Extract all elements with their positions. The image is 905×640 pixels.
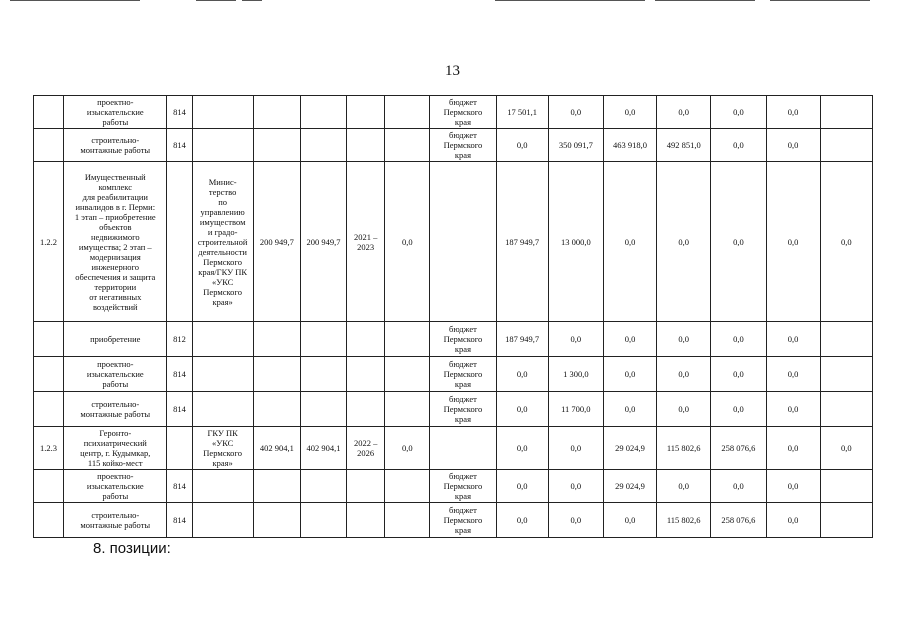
empty-cell [385,322,430,357]
amount-cell: 0,0 [820,427,872,470]
amount-cell: 0,0 [766,162,820,322]
funding-source-cell: бюджет Пермского края [430,392,496,427]
amount-cell: 0,0 [603,503,656,538]
amount-cell: 187 949,7 [496,322,548,357]
funding-source-cell: бюджет Пермского края [430,357,496,392]
table-row [34,470,873,503]
amount-cell: 0,0 [820,162,872,322]
table-row [34,357,873,392]
empty-cell [820,357,872,392]
empty-cell [300,392,346,427]
amount-cell: 0,0 [496,357,548,392]
work-type-cell: проектно- изыскательские работы [64,357,167,392]
amount-cell: 258 076,6 [711,427,766,470]
empty-cell [192,392,253,427]
estimated-cost-cell: 200 949,7 [253,162,300,322]
row-number-cell [34,129,64,162]
amount-cell: 0,0 [766,129,820,162]
amount-cell: 0,0 [766,427,820,470]
grbs-cell: 814 [167,96,192,129]
empty-cell [300,322,346,357]
empty-cell [253,322,300,357]
budget-table [33,95,873,538]
empty-cell [385,503,430,538]
empty-cell [192,96,253,129]
work-type-cell: проектно- изыскательские работы [64,96,167,129]
empty-cell [300,357,346,392]
row-number-cell [34,96,64,129]
funding-source-cell: бюджет Пермского края [430,322,496,357]
funding-source-cell: бюджет Пермского края [430,129,496,162]
amount-cell: 350 091,7 [548,129,603,162]
amount-cell: 463 918,0 [603,129,656,162]
grbs-cell: 814 [167,503,192,538]
empty-cell [253,129,300,162]
prior-funding-cell: 0,0 [385,162,430,322]
empty-cell [820,129,872,162]
amount-cell: 0,0 [496,503,548,538]
table-row [34,503,873,538]
grbs-cell: 814 [167,470,192,503]
amount-cell: 115 802,6 [657,427,711,470]
empty-cell [347,503,385,538]
empty-cell [253,392,300,427]
funding-source-cell [430,427,496,470]
empty-cell [192,470,253,503]
empty-cell [385,96,430,129]
amount-cell: 187 949,7 [496,162,548,322]
grbs-cell [167,162,192,322]
row-number-cell: 1.2.3 [34,427,64,470]
amount-cell: 115 802,6 [657,503,711,538]
amount-cell: 0,0 [766,503,820,538]
empty-cell [347,470,385,503]
empty-cell [347,322,385,357]
amount-cell: 0,0 [711,129,766,162]
funding-source-cell: бюджет Пермского края [430,470,496,503]
amount-cell: 0,0 [657,392,711,427]
row-number-cell [34,503,64,538]
budget-table-body [34,96,873,538]
empty-cell [253,503,300,538]
section-heading: 8. позиции: [93,540,171,557]
empty-cell [820,322,872,357]
empty-cell [385,470,430,503]
funding-source-cell: бюджет Пермского края [430,96,496,129]
amount-cell: 0,0 [603,162,656,322]
empty-cell [300,129,346,162]
table-row [34,162,873,322]
empty-cell [192,503,253,538]
grbs-cell: 814 [167,392,192,427]
table-row [34,322,873,357]
amount-cell: 0,0 [711,162,766,322]
empty-cell [253,470,300,503]
amount-cell: 0,0 [657,322,711,357]
estimated-cost-cell: 402 904,1 [253,427,300,470]
grbs-cell [167,427,192,470]
amount-cell: 0,0 [766,357,820,392]
amount-cell: 0,0 [603,357,656,392]
limit-cell: 200 949,7 [300,162,346,322]
work-type-cell: проектно- изыскательские работы [64,470,167,503]
empty-cell [300,96,346,129]
amount-cell: 0,0 [657,162,711,322]
limit-cell: 402 904,1 [300,427,346,470]
amount-cell: 0,0 [766,470,820,503]
amount-cell: 17 501,1 [496,96,548,129]
row-number-cell [34,470,64,503]
page-number: 13 [445,63,460,79]
amount-cell: 29 024,9 [603,470,656,503]
empty-cell [820,392,872,427]
grbs-cell: 814 [167,357,192,392]
empty-cell [300,503,346,538]
empty-cell [347,96,385,129]
amount-cell: 0,0 [548,96,603,129]
amount-cell: 0,0 [657,357,711,392]
object-name-cell: Геронто- психиатрический центр, г. Кудымкар, 115 койко-мест [64,427,167,470]
amount-cell: 0,0 [657,96,711,129]
amount-cell: 0,0 [548,470,603,503]
amount-cell: 0,0 [603,96,656,129]
empty-cell [347,392,385,427]
row-number-cell [34,322,64,357]
amount-cell: 0,0 [496,129,548,162]
row-number-cell: 1.2.2 [34,162,64,322]
executor-cell: Минис- терство по управлению имуществом и градо- строительной деятельности Пермского края/ГКУ ПК «УКС Пермского края» [192,162,253,322]
empty-cell [253,96,300,129]
work-type-cell: приобретение [64,322,167,357]
amount-cell: 0,0 [496,470,548,503]
amount-cell: 29 024,9 [603,427,656,470]
empty-cell [385,392,430,427]
amount-cell: 0,0 [766,322,820,357]
work-type-cell: строительно- монтажные работы [64,503,167,538]
amount-cell: 492 851,0 [657,129,711,162]
amount-cell: 13 000,0 [548,162,603,322]
work-type-cell: строительно- монтажные работы [64,392,167,427]
table-row [34,96,873,129]
amount-cell: 258 076,6 [711,503,766,538]
empty-cell [820,96,872,129]
amount-cell: 0,0 [548,503,603,538]
work-type-cell: строительно- монтажные работы [64,129,167,162]
amount-cell: 0,0 [711,357,766,392]
amount-cell: 1 300,0 [548,357,603,392]
amount-cell: 0,0 [603,392,656,427]
amount-cell: 0,0 [711,470,766,503]
executor-cell: ГКУ ПК «УКС Пермского края» [192,427,253,470]
amount-cell: 0,0 [766,392,820,427]
empty-cell [385,129,430,162]
empty-cell [385,357,430,392]
amount-cell: 11 700,0 [548,392,603,427]
amount-cell: 0,0 [711,322,766,357]
empty-cell [192,322,253,357]
object-name-cell: Имущественный комплекс для реабилитации инвалидов в г. Перми: 1 этап – приобретение объектов недвижимого имущества; 2 этап – модернизация инженерного обеспечения и защита территории от негативных воздействий [64,162,167,322]
table-row [34,427,873,470]
empty-cell [253,357,300,392]
row-number-cell [34,392,64,427]
amount-cell: 0,0 [657,470,711,503]
prior-funding-cell: 0,0 [385,427,430,470]
amount-cell: 0,0 [496,427,548,470]
empty-cell [347,357,385,392]
grbs-cell: 814 [167,129,192,162]
amount-cell: 0,0 [711,392,766,427]
amount-cell: 0,0 [766,96,820,129]
amount-cell: 0,0 [711,96,766,129]
period-cell: 2021 – 2023 [347,162,385,322]
funding-source-cell [430,162,496,322]
empty-cell [820,470,872,503]
empty-cell [300,470,346,503]
table-row [34,392,873,427]
amount-cell: 0,0 [548,427,603,470]
amount-cell: 0,0 [548,322,603,357]
page-top-edge-lines [0,0,905,4]
period-cell: 2022 – 2026 [347,427,385,470]
row-number-cell [34,357,64,392]
table-row [34,129,873,162]
empty-cell [820,503,872,538]
amount-cell: 0,0 [603,322,656,357]
empty-cell [347,129,385,162]
funding-source-cell: бюджет Пермского края [430,503,496,538]
grbs-cell: 812 [167,322,192,357]
empty-cell [192,357,253,392]
empty-cell [192,129,253,162]
amount-cell: 0,0 [496,392,548,427]
